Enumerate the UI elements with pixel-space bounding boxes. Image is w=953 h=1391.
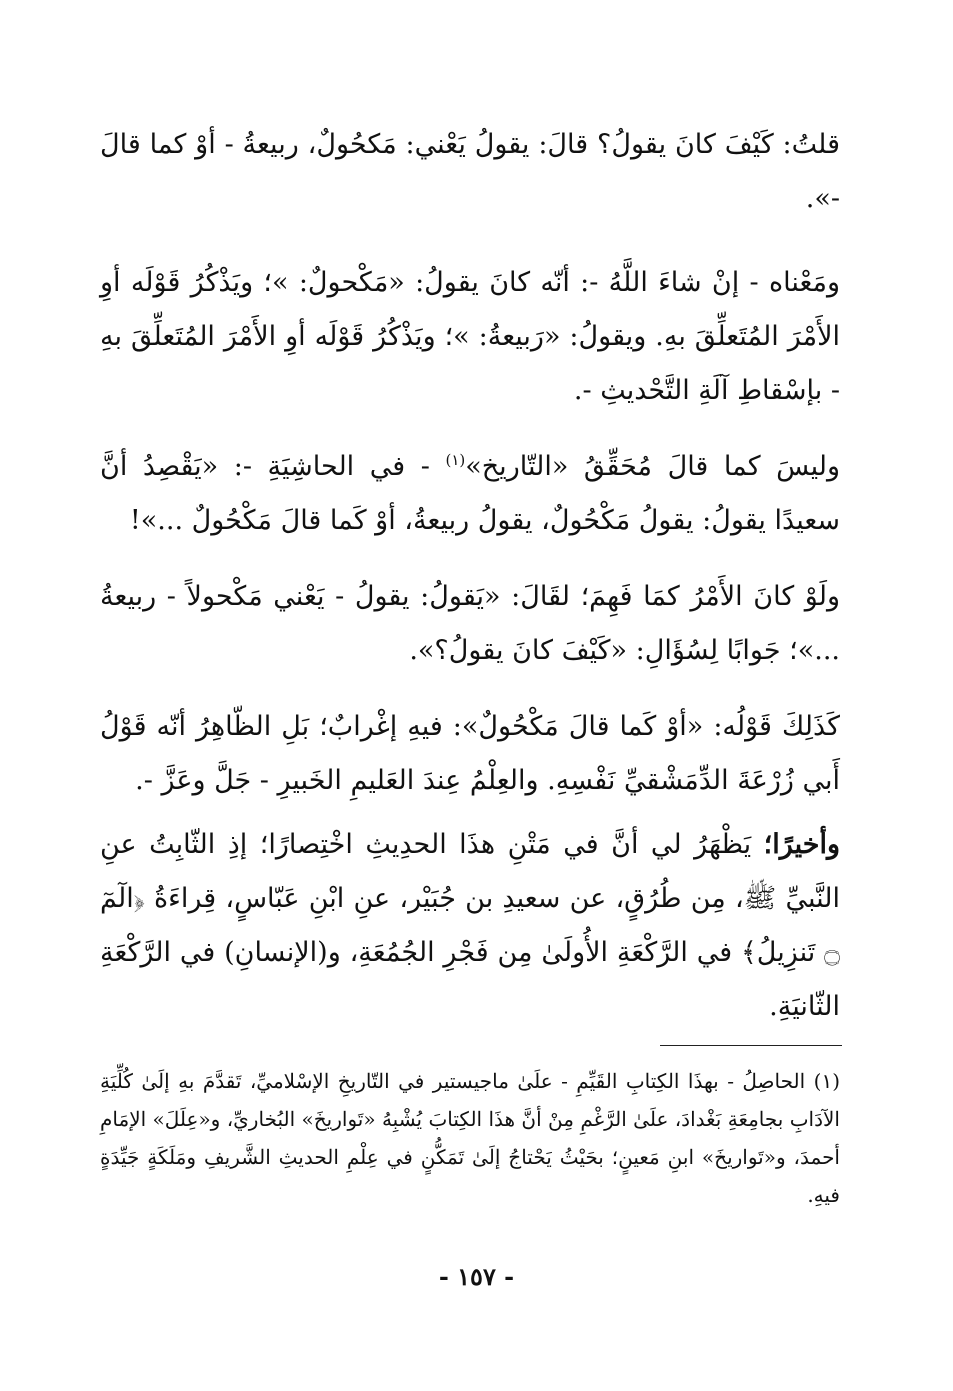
paragraph-2: ومَعْناه - إنْ شاءَ اللَّهُ -: أنّه كانَ يقولُ: «مَكْحولٌ: »؛ ويَذْكُرُ قَوْلَه أوِ الأَمْرَ المُتَعلِّقَ بهِ. ويقولُ: «رَبيعةُ: »؛ ويَذْكُرُ قَوْلَه أوِ الأَمْرَ المُتَعلِّقَ بهِ - بإسْقاطِ آلَةِ التَّحْديثِ -. (100, 267, 840, 406)
paragraph-3 (100, 440, 840, 548)
paragraph-6 (100, 818, 840, 1034)
paragraph-3-text-before-note: وليسَ كما قالَ مُحَقِّقُ «التّاريخ» (465, 451, 840, 482)
paragraph-6-text: يَظْهَرُ لي أنَّ في مَتْنِ هذَا الحدِيثِ اخْتِصارًا؛ إذِ الثّابِتُ عنِ النَّبيِّ ﷺ، مِن طُرُقٍ، عن سعيدِ بن جُبَيْر، عنِ ابْنِ عَبّاسٍ، قِراءَةُ ﴿الٓمٓ ۝ تَنزِيلُ﴾ في الرَّكْعَةِ الأُولَىٰ مِن فَجْرِ الجُمُعَةِ، و(الإنسانِ) في الرَّكْعَةِ الثّانيَةِ. (100, 829, 840, 1022)
footnote-1 (100, 1062, 840, 1214)
footnotes-section (100, 1062, 840, 1214)
footnote-reference-marker[interactable]: (١) (445, 451, 466, 469)
page-number: - ١٥٧ - (438, 1262, 515, 1291)
paragraph-3-text-after-note: - في الحاشِيَةِ -: «يَقْصِدُ أنَّ سعيدًا يقولُ: يقولُ مَكْحُولٌ، يقولُ ربيعةُ، أوْ كَما قالَ مَكْحُولٌ ...»! (100, 451, 840, 536)
page-body (100, 118, 840, 1034)
paragraph-5: كَذَلِكَ قَوْلُه: «أوْ كَما قالَ مَكْحُولٌ»: فيهِ إغْرابٌ؛ بَلِ الظّاهِرُ أنّه قَوْلُ أَبي زُرْعَةَ الدِّمَشْقيِّ نَفْسِهِ. والعِلْمُ عِندَ العَليمِ الخَبيرِ - جَلَّ وعَزَّ -. (100, 711, 840, 796)
paragraph-4: ولَوْ كانَ الأَمْرُ كمَا فَهِمَ؛ لقَالَ: «يَقولُ: يقولُ - يَعْني مَكْحولاً - ربيعةُ ...»؛ جَوابًا لِسُؤَالِ: «كَيْفَ كانَ يقولُ؟». (100, 581, 840, 666)
paragraph-1: قلتُ: كَيْفَ كانَ يقولُ؟ قالَ: يقولُ يَعْني: مَكحُولٌ، ربيعةُ - أوْ كما قالَ -». (100, 129, 840, 214)
paragraph-6-lead-word: وأخيرًا؛ (763, 829, 840, 860)
footnote-separator (660, 1045, 842, 1046)
footnote-1-marker: (١) (813, 1069, 841, 1093)
footnote-1-text: الحاصِلُ - بهذَا الكِتابِ القَيِّمِ - علَىٰ ماجيستير في التّاريخِ الإسْلاميِّ، تَقدَّمَ بهِ إلَىٰ كُلِّيَةِ الآدَابِ بجامِعَةِ بَغْدادَ، علَىٰ الرَّغْمِ مِنْ أنَّ هذَا الكِتابَ يُشْبِهُ «تَواريخَ» البُخاريِّ، و«عِلَلَ» الإمَامِ أحمدَ، و«تَواريخَ» ابنِ مَعينٍ؛ بحَيْثُ يَحْتاجُ إلَىٰ تَمَكُّنٍ في عِلْمِ الحديثِ الشَّريفِ ومَلَكَةٍ جَيِّدَةٍ فيهِ. (100, 1069, 840, 1207)
